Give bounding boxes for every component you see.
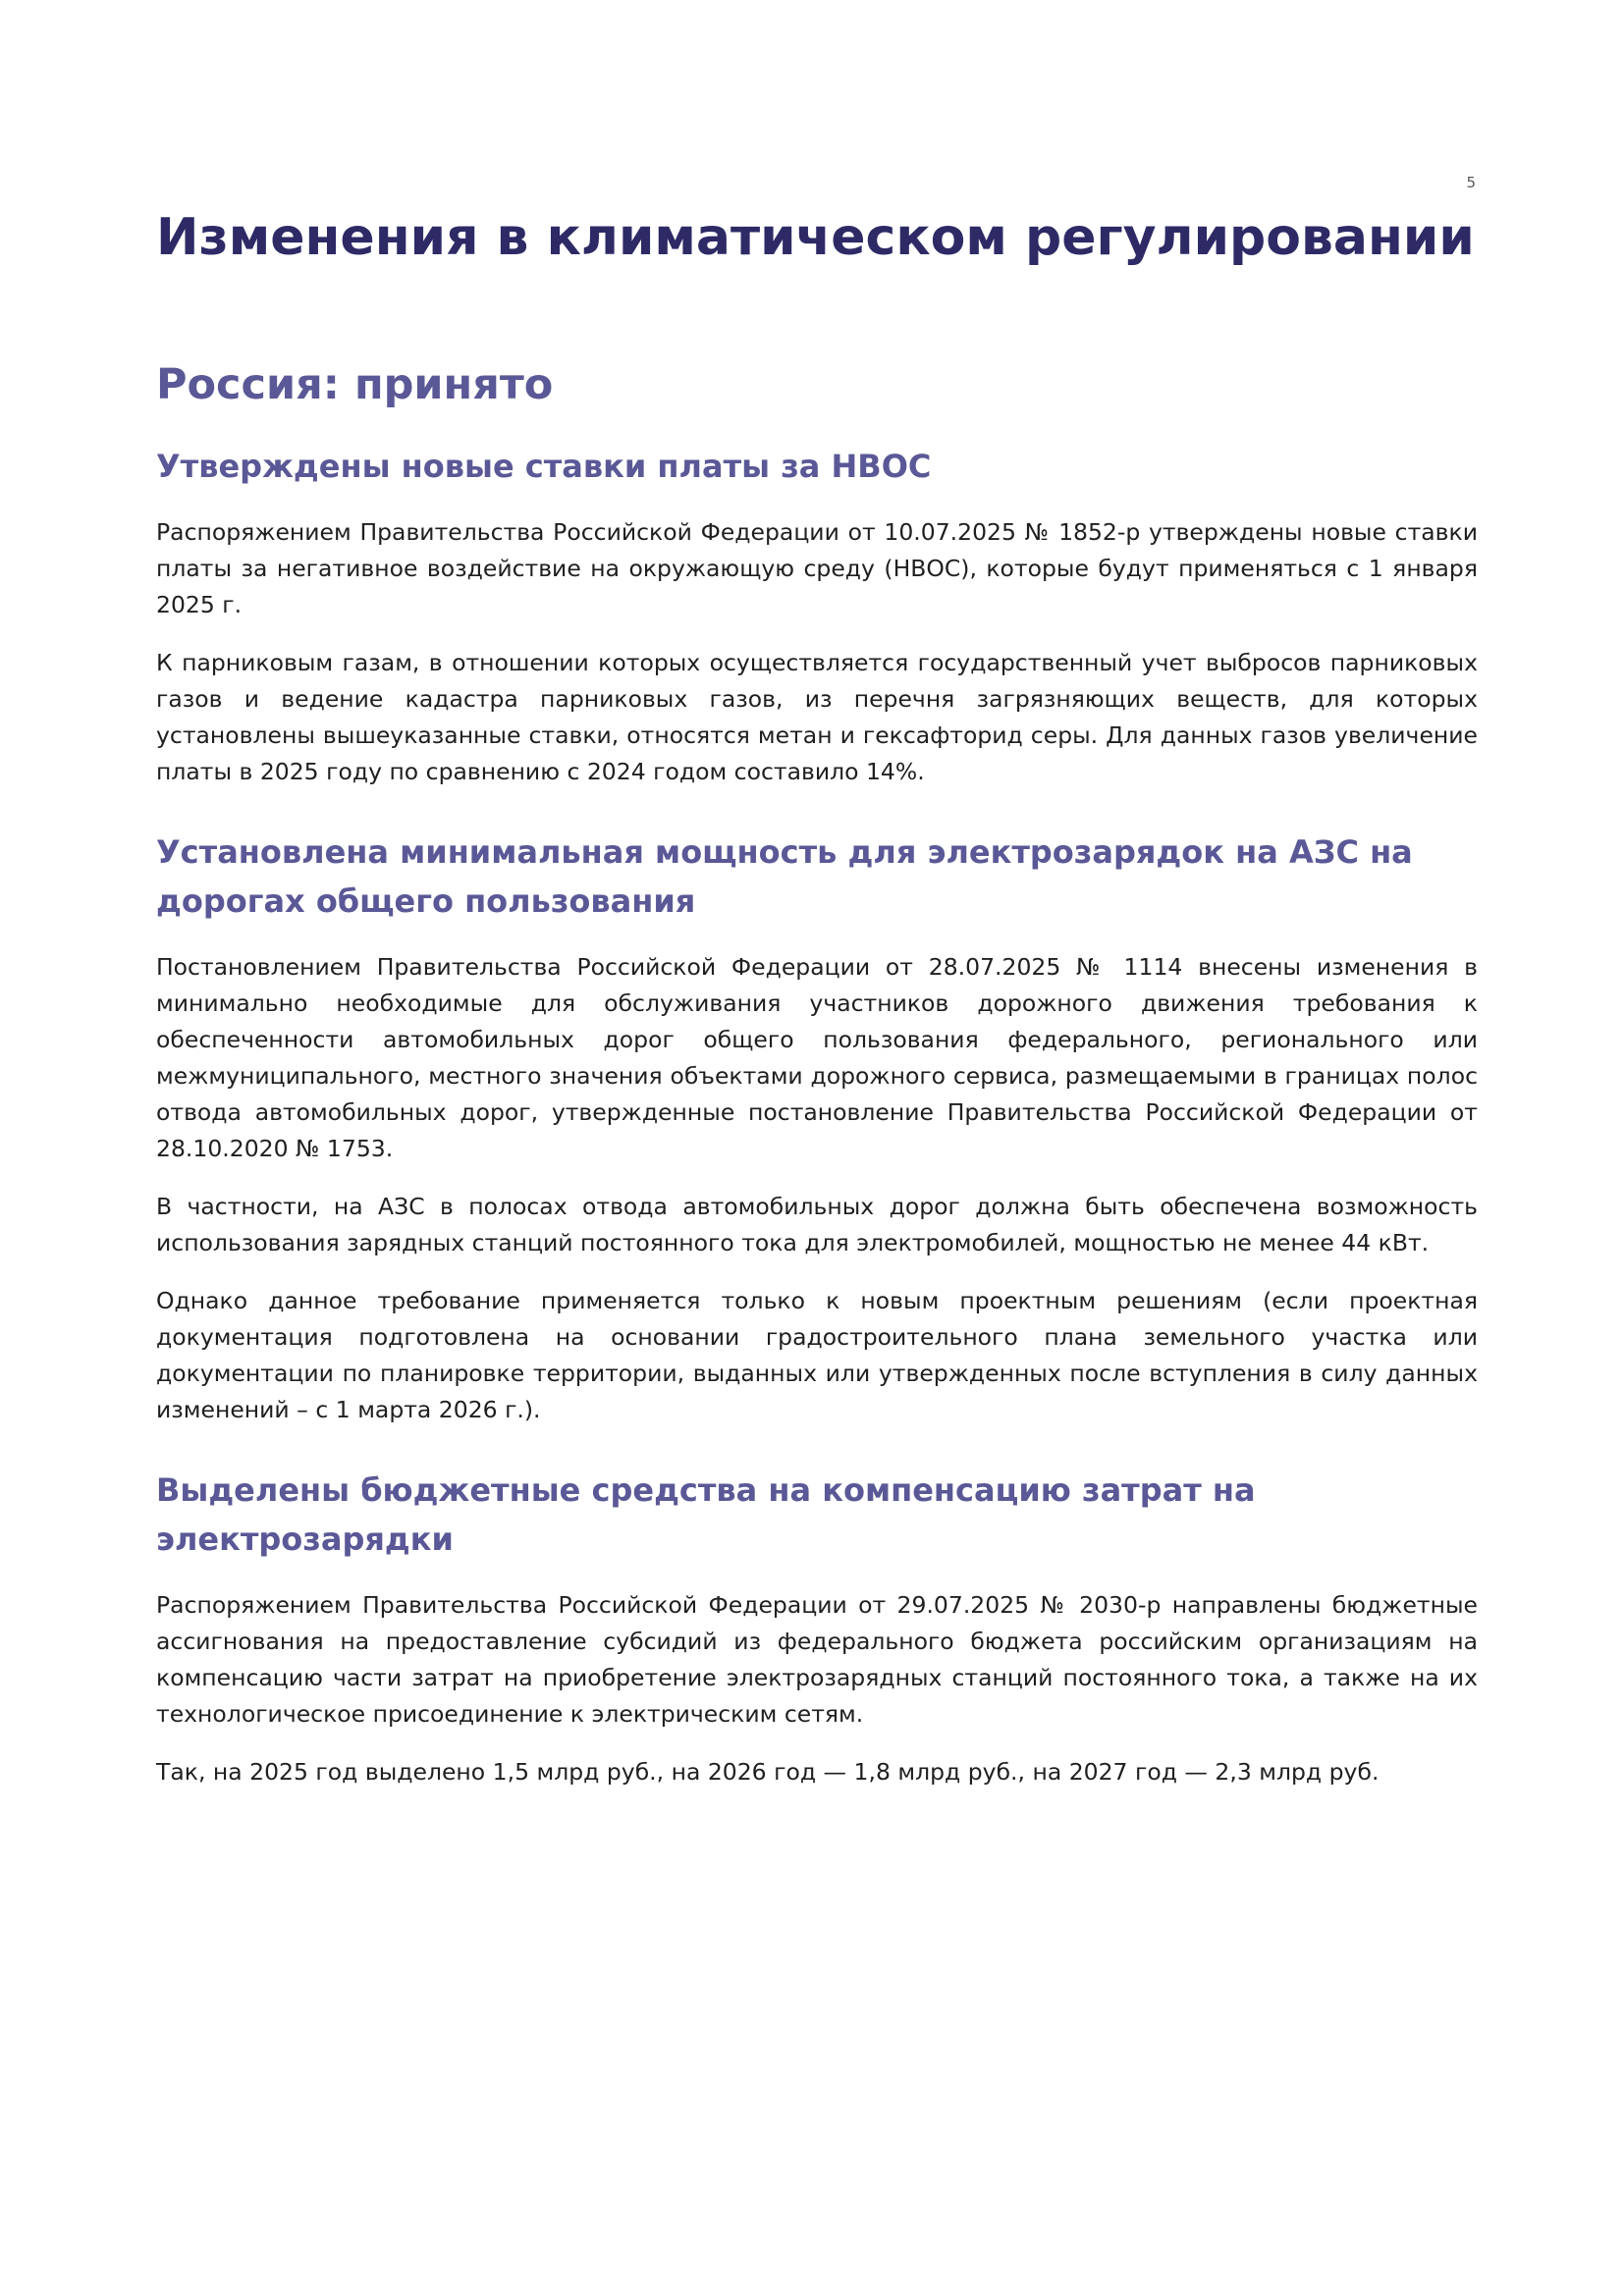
paragraph: К парниковым газам, в отношении которых осуществляется государственный учет выбросов парниковых газов и ведение кадастра парниковых газов, из перечня загрязняющих веществ, для которых установлены вышеуказанные ставки, относятся метан и гексафторид серы. Для данных газов увеличение платы в 2025 году по сравнению с 2024 годом составило 14%. <box>156 649 1478 785</box>
paragraph: Постановлением Правительства Российской Федерации от 28.07.2025 № 1114 внесены изменения в минимально необходимые для обслуживания участников дорожного движения требования к обеспеченности автомобильных дорог общего пользования федерального, регионального или межмуниципального, местного значения объектами дорожного сервиса, размещаемыми в границах полос отвода автомобильных дорог, утвержденные постановление Правительства Российской Федерации от 28.10.2020 № 1753. <box>156 953 1478 1162</box>
paragraph: Распоряжением Правительства Российской Федерации от 10.07.2025 № 1852-р утверждены новые ставки платы за негативное воздействие на окружающую среду (НВОС), которые будут применяться с 1 января 2025 г. <box>156 518 1478 618</box>
subsection-heading-budget-compensation: Выделены бюджетные средства на компенсацию затрат на электрозарядки <box>156 1471 1256 1558</box>
section-heading: Россия: принято <box>156 360 554 409</box>
subsection-heading-ev-charging-power: Установлена минимальная мощность для электрозарядок на АЗС на дорогах общего пользования <box>156 833 1413 920</box>
paragraph: Так, на 2025 год выделено 1,5 млрд руб., на 2026 год — 1,8 млрд руб., на 2027 год — 2,3 млрд руб. <box>156 1758 1380 1786</box>
page-content <box>156 204 1478 1790</box>
paragraph: Однако данное требование применяется только к новым проектным решениям (если проектная документация подготовлена на основании градостроительного плана земельного участка или документации по планировке территории, выданных или утвержденных после вступления в силу данных изменений – с 1 марта 2026 г.). <box>156 1287 1478 1423</box>
page-title: Изменения в климатическом регулировании <box>156 208 1475 267</box>
paragraph: В частности, на АЗС в полосах отвода автомобильных дорог должна быть обеспечена возможность использования зарядных станций постоянного тока для электромобилей, мощностью не менее 44 кВт. <box>156 1193 1478 1256</box>
subsection-heading-nvos: Утверждены новые ставки платы за НВОС <box>156 448 932 485</box>
page-number: 5 <box>1466 174 1476 191</box>
paragraph: Распоряжением Правительства Российской Федерации от 29.07.2025 № 2030-р направлены бюджетные ассигнования на предоставление субсидий из федерального бюджета российским организациям на компенсацию части затрат на приобретение электрозарядных станций постоянного тока, а также на их технологическое присоединение к электрическим сетям. <box>156 1591 1478 1728</box>
